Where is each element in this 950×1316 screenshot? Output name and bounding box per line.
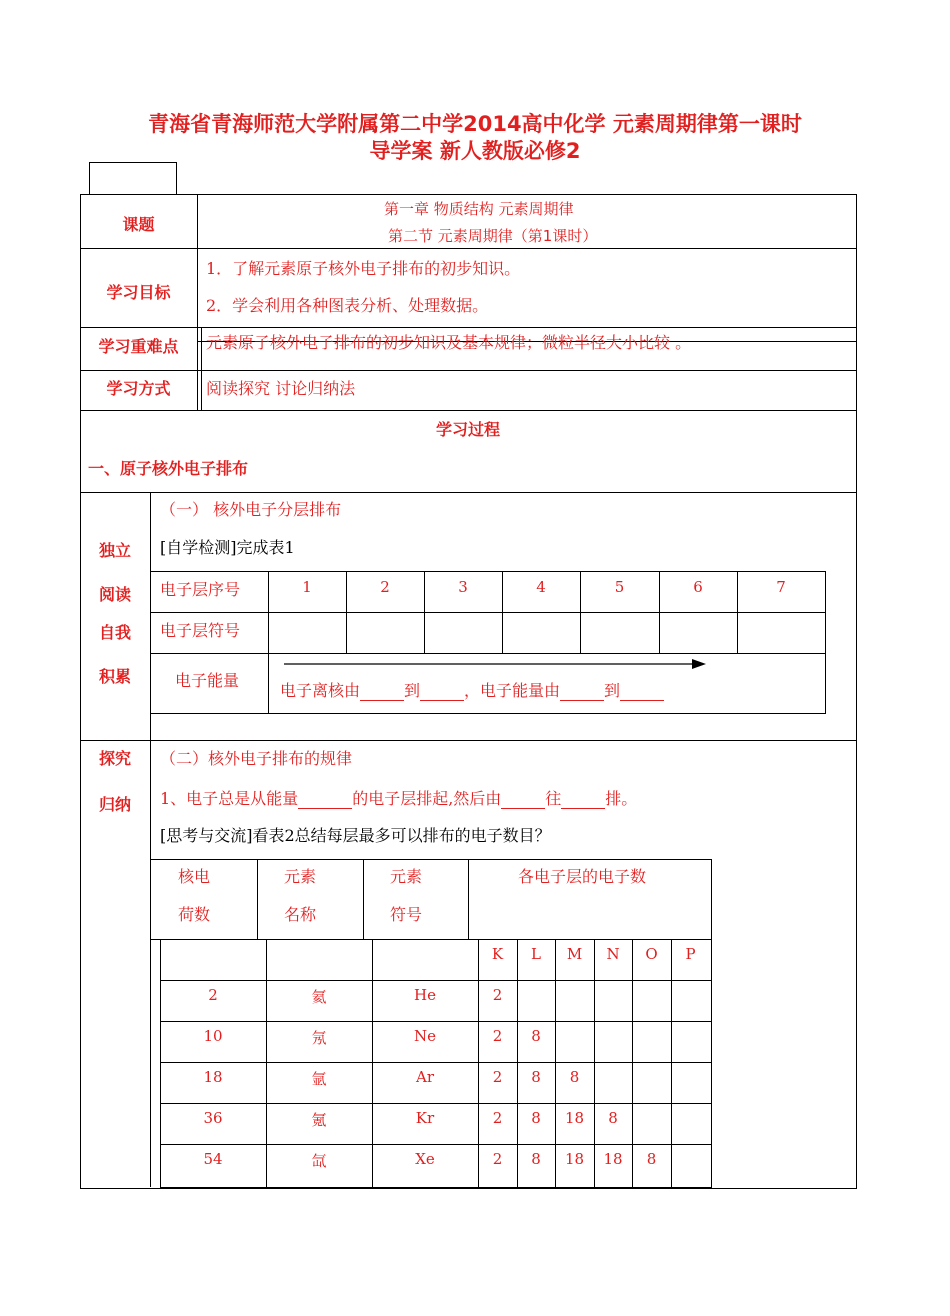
row-element-symbol: He: [414, 986, 436, 1004]
shell-letter: N: [606, 945, 620, 963]
row-element-symbol: Xe: [415, 1150, 435, 1168]
row-element-symbol: Ar: [415, 1068, 434, 1086]
row-shell-count: 8: [569, 1068, 580, 1086]
table2-col-divider: [257, 859, 258, 939]
energy-sentence: [280, 678, 664, 701]
blank-field[interactable]: [298, 807, 352, 809]
shell-number: 4: [536, 578, 546, 596]
row-charge: 2: [208, 986, 218, 1004]
shell-letter: L: [531, 945, 541, 963]
row-shell-count: 18: [564, 1150, 585, 1168]
table2-row-divider: [160, 980, 711, 981]
blank-field[interactable]: [360, 699, 404, 701]
label-goals: 学习目标: [106, 283, 171, 302]
header-shells: 各电子层的电子数: [518, 867, 647, 886]
row-shell-count: 18: [564, 1109, 585, 1127]
row-element-name: 氪: [311, 1111, 327, 1129]
shell-number: 3: [458, 578, 468, 596]
row-shell-count: 8: [531, 1150, 541, 1168]
side-label-6: 归纳: [98, 795, 131, 814]
row-element-name: 氙: [311, 1152, 327, 1170]
row-shell-count: 8: [608, 1109, 618, 1127]
row-shell-count: 8: [646, 1150, 657, 1168]
header-symbol-2: 符号: [390, 905, 423, 924]
shell-number: 1: [302, 578, 312, 596]
shell-letter: K: [491, 945, 504, 963]
part1-heading: （一） 核外电子分层排布: [160, 500, 342, 519]
row-shell-count: 8: [531, 1109, 541, 1127]
table2-row-divider: [160, 1021, 711, 1022]
row-charge: 54: [203, 1150, 223, 1168]
shell-number: 2: [380, 578, 390, 596]
row-shell-count: 8: [531, 1068, 541, 1086]
header-name-1: 元素: [284, 867, 317, 886]
goal-item-2: 2．学会利用各种图表分析、处理数据。: [206, 296, 489, 315]
energy-part: 电子离核由: [280, 681, 361, 700]
table2-edge: [150, 939, 161, 940]
table2-col-divider: [468, 859, 469, 939]
label-process: 学习过程: [435, 420, 500, 439]
row-divider: [80, 410, 856, 411]
part2-heading: （二）核外电子排布的规律: [160, 749, 353, 768]
row-shell-count: 8: [531, 1027, 541, 1045]
document-title-line2: 导学案 新人教版必修2: [369, 139, 581, 163]
table2-row-divider: [160, 1103, 711, 1104]
row-shell-count: 2: [492, 1109, 503, 1127]
row-divider: [80, 740, 856, 741]
row-shell-count: 2: [492, 1068, 503, 1086]
rule-part: 排。: [605, 789, 638, 808]
row-element-name: 氩: [311, 1070, 327, 1088]
rule-part: 往: [545, 789, 562, 808]
part1-check: [自学检测]完成表1: [160, 538, 295, 557]
table2-col-divider: [363, 859, 364, 939]
rule-1: [160, 786, 637, 809]
row-shell-count: 2: [492, 1150, 503, 1168]
energy-part: 到: [404, 681, 421, 700]
energy-arrow-icon: [282, 656, 707, 672]
header-charge-2: 荷数: [178, 905, 211, 924]
row-shell-count: 2: [492, 1027, 503, 1045]
blank-field[interactable]: [620, 699, 664, 701]
empty-corner-box: [89, 162, 177, 195]
side-label-3: 自我: [98, 623, 131, 642]
header-symbol-1: 元素: [390, 867, 423, 886]
rule-part: 的电子层排起,然后由: [352, 789, 502, 808]
shell-letter: M: [566, 945, 583, 963]
blank-field[interactable]: [561, 807, 605, 809]
table1-row2-label: 电子层符号: [160, 621, 241, 640]
energy-part: 到: [604, 681, 621, 700]
label-key-points: 学习重难点: [98, 337, 179, 356]
shell-number: 7: [776, 578, 786, 596]
side-label-1: 独立: [98, 541, 131, 560]
header-charge-1: 核电: [178, 867, 211, 886]
side-label-4: 积累: [98, 667, 131, 686]
row-element-name: 氖: [311, 1029, 327, 1047]
table1-row-divider: [150, 653, 825, 654]
row-charge: 18: [203, 1068, 223, 1086]
method-text: 阅读探究 讨论归纳法: [206, 379, 356, 398]
topic-section: 第二节 元素周期律（第1课时）: [388, 227, 598, 245]
rule-part: 1、电子总是从能量: [160, 789, 299, 808]
shell-letter: O: [645, 945, 658, 963]
label-topic: 课题: [122, 215, 155, 234]
row-charge: 10: [203, 1027, 223, 1045]
section-heading: 一、原子核外电子排布: [88, 459, 249, 478]
inner-divider: [201, 327, 202, 410]
col-divider: [197, 194, 198, 410]
row-element-symbol: Ne: [413, 1027, 436, 1045]
key-points-text: 元素原子核外电子排布的初步知识及基本规律；微粒半径大小比较 。: [206, 333, 692, 352]
table2-edge: [150, 939, 151, 1187]
think-prompt: [思考与交流]看表2总结每层最多可以排布的电子数目？: [160, 826, 551, 845]
row-charge: 36: [203, 1109, 223, 1127]
table2-row-divider: [160, 1062, 711, 1063]
blank-field[interactable]: [420, 699, 464, 701]
energy-part: ，电子能量由: [464, 681, 561, 700]
row-shell-count: 2: [492, 986, 503, 1004]
table1-row1-label: 电子层序号: [160, 580, 241, 599]
table2-col-divider: [671, 939, 672, 1187]
table1-row3-label: 电子能量: [175, 671, 240, 690]
label-method: 学习方式: [106, 379, 171, 398]
document-title-line1: 青海省青海师范大学附属第二中学2014高中化学 元素周期律第一课时: [148, 112, 802, 136]
row-shell-count: 18: [603, 1150, 623, 1168]
row-element-symbol: Kr: [415, 1109, 435, 1127]
side-label-5: 探究: [98, 749, 131, 768]
blank-field[interactable]: [560, 699, 604, 701]
header-name-2: 名称: [284, 905, 317, 924]
topic-chapter: 第一章 物质结构 元素周期律: [384, 200, 574, 218]
row-element-name: 氦: [311, 988, 327, 1006]
side-label-2: 阅读: [98, 585, 131, 604]
table1-row-divider: [150, 612, 825, 613]
row-divider: [80, 492, 856, 493]
goal-item-1: 1．了解元素原子核外电子排布的初步知识。: [206, 259, 521, 278]
shell-letter: P: [685, 945, 696, 963]
shell-number: 6: [693, 578, 703, 596]
table2-row-divider: [160, 1144, 711, 1145]
blank-field[interactable]: [501, 807, 545, 809]
shell-number: 5: [614, 578, 625, 596]
